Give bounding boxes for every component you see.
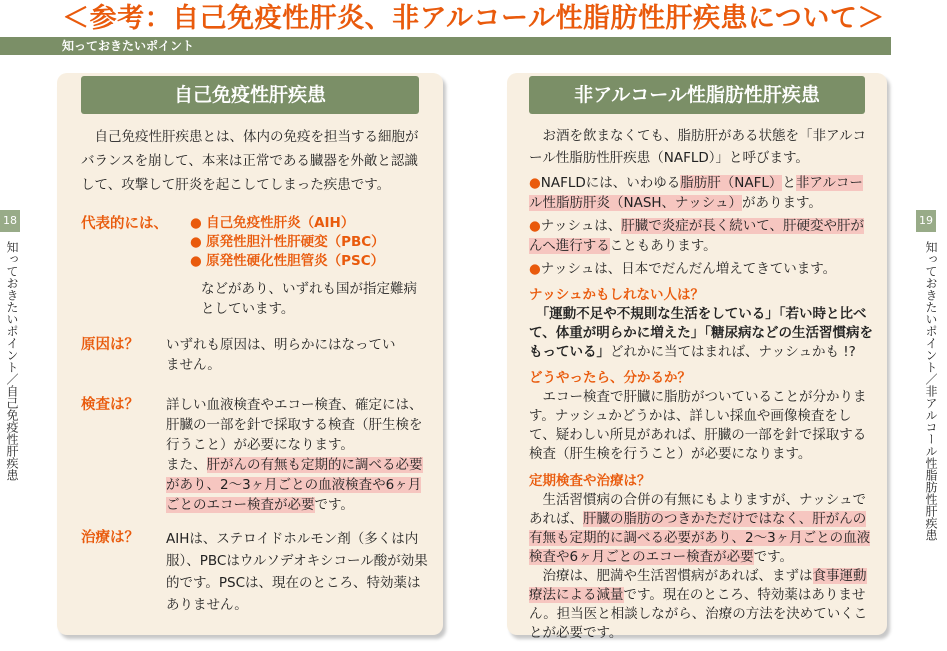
cause-text: いずれも原因は、明らかにはなっていません。 (166, 337, 396, 373)
exam-text (166, 395, 428, 515)
list-item (190, 214, 430, 233)
list-item: ●ナッシュは、肝臓で炎症が長く続いて、肝硬変や肝がんへ進行することもあります。 (529, 218, 864, 254)
disease-pbc: 原発性胆汁性肝硬変（PBC） (206, 234, 385, 250)
page-number-left: 18 (0, 210, 20, 232)
highlight: 非アルコール性脂肪肝炎（NASH、ナッシュ） (529, 175, 863, 211)
section-text: エコー検査で肝臓に脂肪がついていることが分かります。ナッシュかどうかは、詳しい採血や画像検査をして、疑わしい所見があれば、肝臓の一部を針で採取する検査（肝生検を行うこと）が必要になります。 (529, 389, 867, 462)
disease-aih: 自己免疫性肝炎（AIH） (206, 215, 355, 231)
section-text: 治療は、肥満や生活習慣病があれば、まずは食事運動療法による減量です。現在のところ、特効薬はありません。担当医と相談しながら、治療の方法を決めていくことが必要です。 (529, 568, 868, 641)
disease-psc: 原発性硬化性胆管炎（PSC） (206, 253, 385, 269)
list-item: ●ナッシュは、日本でだんだん増えてきています。 (529, 261, 837, 277)
section-heading: ナッシュかもしれない人は？ (529, 287, 704, 303)
bullet: ● (190, 234, 202, 250)
intro-paragraph: 自己免疫性肝疾患とは、体内の免疫を担当する細胞がバランスを崩して、本来は正常である臓器を外敵と認識して、攻撃して肝炎を起こしてしまった疾患です。 (81, 129, 419, 193)
representative-list (190, 214, 430, 271)
section-text: 「運動不足や不規則な生活をしている」「若い時と比べて、体重が明らかに増えた」「糖尿病などの生活習慣病をもっている」どれかに当てはまれば、ナッシュかも !? (529, 306, 873, 360)
treatment-label: 治療は？ (81, 530, 139, 546)
bullet: ● (529, 218, 541, 234)
list-item (190, 252, 430, 271)
section-text: 生活習慣病の合併の有無にもよりますが、ナッシュであれば、肝臓の脂肪のつきかただけではなく、肝がんの有無も定期的に調べる必要があり、2～3ヶ月ごとの血液検査や6ヶ月ごとのエコー検査が必要です。 (529, 492, 871, 565)
exam-highlight: 肝がんの有無も定期的に調べる必要があり、2～3ヶ月ごとの血液検査や6ヶ月ごとのエコー検査が必要 (166, 457, 423, 513)
representative-label: 代表的には、 (81, 216, 168, 232)
list-item: ●NAFLDには、いわゆる脂肪肝（NAFL）と非アルコール性脂肪肝炎（NASH、ナッシュ）があります。 (529, 175, 863, 211)
page-title: ＜参考：自己免疫性肝炎、非アルコール性脂肪性肝疾患について＞ (62, 3, 885, 34)
cause-label: 原因は？ (81, 337, 139, 353)
intro-paragraph: お酒を飲まなくても、脂肪肝がある状態を「非アルコール性脂肪性肝疾患（NAFLD）」と呼びます。 (529, 128, 866, 166)
exam-paragraph-2: また、肝がんの有無も定期的に調べる必要があり、2～3ヶ月ごとの血液検査や6ヶ月ごとのエコー検査が必要です。 (166, 457, 423, 513)
highlight: 脂肪肝（NAFL） (680, 175, 783, 191)
exam-label: 検査は？ (81, 397, 139, 413)
section-heading: どうやったら、分かるか？ (529, 370, 691, 386)
highlight: 肝臓で炎症が長く続いて、肝硬変や肝がんへ進行する (529, 218, 864, 254)
exam-paragraph: 詳しい血液検査やエコー検査、確定には、肝臓の一部を針で採取する検査（肝生検を行うこと）が必要になります。 (166, 397, 423, 453)
side-caption-right: 知っておきたいポイント／非アルコール性脂肪性肝疾患 (924, 241, 938, 541)
nafld-card (507, 73, 887, 641)
representative-note: などがあり、いずれも国が指定難病としています。 (201, 281, 417, 317)
side-caption-left: 知っておきたいポイント／自己免疫性肝疾患 (5, 241, 19, 481)
section-heading: 定期検査や治療は？ (529, 473, 651, 489)
card-heading: 自己免疫性肝疾患 (81, 76, 419, 114)
bullet: ● (190, 215, 202, 231)
highlight: 肝臓の脂肪のつきかただけではなく、肝がんの有無も定期的に調べる必要があり、2～3ヶ月ごとの血液検査や6ヶ月ごとのエコー検査が必要 (529, 511, 871, 565)
section-bar: 知っておきたいポイント (0, 37, 891, 55)
treatment-text: AIHは、ステロイドホルモン剤（多くは内服）、PBCはウルソデオキシコール酸が効果的です。PSCは、現在のところ、特効薬はありません。 (166, 531, 428, 613)
list-item (190, 233, 430, 252)
highlight: 食事運動療法による減量 (529, 568, 867, 603)
autoimmune-card (57, 73, 443, 635)
bullet: ● (190, 253, 202, 269)
card-heading: 非アルコール性脂肪性肝疾患 (529, 76, 865, 114)
page-number-right: 19 (916, 210, 936, 232)
bullet: ● (529, 261, 541, 277)
bullet-list (529, 173, 875, 279)
bullet: ● (529, 175, 541, 191)
